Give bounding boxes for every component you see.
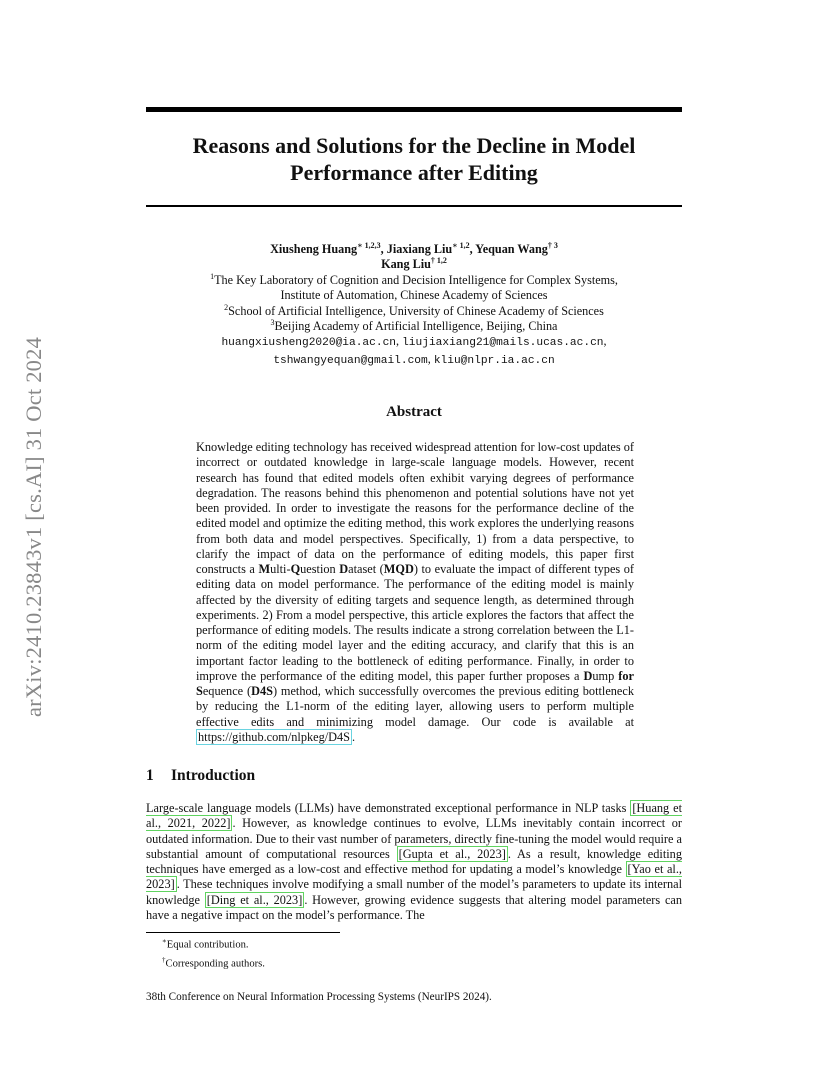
email[interactable]: huangxiusheng2020@ia.ac.cn [221,337,396,350]
abstract-text: Knowledge editing technology has received widespread attention for low-cost updates of incorrect or outdated knowledge in large-scale language models. However, recent research has found that edited models often exhibit varying degrees of performance degradation. The reasons behind this phenomenon and potential solutions have not yet been provided. In order to investigate the reasons for the performance decline of the edited model and optimize the editing method, this work explores the underlying reasons from both data and model perspectives. Specifically, 1) from a data perspective, to clarify the impact of data on the performance of editing models, this paper first constructs a Multi-Question Dataset (MQD) to evaluate the impact of different types of editing data on model performance. The performance of the editing model is mainly affected by the diversity of editing targets and sequence length, as determined through experiments. 2) From a model perspective, this article explores the factors that affect the performance of editing models. The results indicate a strong correlation between the L1-norm of the editing model layer and the editing accuracy, and clarify that this is an important factor leading to the bottleneck of editing performance. Finally, in order to improve the performance of the editing model, this paper further proposes a Dump for Sequence (D4S) method, which successfully overcomes the previous editing bottleneck by reducing the L1-norm of the editing layer, allowing users to perform multiple effective edits and minimizing model damage. Our code is available at https://github.com/nlpkeg/D4S . [196,440,634,744]
author-name: , Yequan Wang [469,242,548,256]
conference-note: 38th Conference on Neural Information Processing Systems (NeurIPS 2024). [146,991,492,1003]
author-marker: † 1,2 [430,256,447,266]
citation-link[interactable]: [Yao et al., 2023] [146,862,682,892]
footnote-equal-contribution: ∗Equal contribution. [162,937,249,951]
affiliation-1: $^1$The Key Laboratory of Cognition and Decision Intelligence for Complex Systems, [210,271,618,287]
section-number: 1 [146,767,154,784]
email-line-2: tshwangyequan@gmail.com, kliu@nlpr.ia.ac.cn [273,351,555,367]
affiliation-1-cont: Institute of Automation, Chinese Academy of Sciences [280,288,548,303]
footnotes [162,934,265,972]
footnote-corresponding-authors: †Corresponding authors. [162,956,265,970]
paper-title [146,132,682,186]
author-block [146,242,682,369]
citation-link[interactable]: [Huang et al., 2021, 2022] [146,801,683,831]
title-bottom-rule [146,205,682,207]
citation-link[interactable]: [Ding et al., 2023] [206,892,303,907]
author-name: Kang Liu [381,257,431,272]
author-marker: ∗ 1,2 [452,240,470,250]
section-title: Introduction [171,767,256,784]
affiliation-3: $^3$Beijing Academy of Artificial Intelligence, Beijing, China [270,317,558,334]
abstract-heading: Abstract [386,404,442,420]
code-link[interactable]: https://github.com/nlpkeg/D4S [198,729,351,744]
author-names-line-2 [146,257,682,272]
email[interactable]: tshwangyequan@gmail.com [273,354,428,367]
author-names-line-1 [146,242,682,257]
affiliation-2: $^2$School of Artificial Intelligence, University of Chinese Academy of Sciences [224,302,604,318]
author-marker: ∗ 1,2,3 [357,240,381,250]
author-name: Xiusheng Huang [270,242,358,256]
citation-link[interactable]: [Gupta et al., 2023] [398,846,506,861]
title-line-2: Performance after Editing [290,160,538,185]
author-name: , Jiaxiang Liu [380,242,453,256]
author-marker: † 3 [547,240,558,250]
email[interactable]: liujiaxiang21@mails.ucas.ac.cn [402,337,604,350]
email-line-1: huangxiusheng2020@ia.ac.cn, liujiaxiang21@mails.ucas.ac.cn, [221,334,607,350]
arxiv-identifier: arXiv:2410.23843v1 [cs.AI] 31 Oct 2024 [21,336,46,718]
title-top-rule [146,107,682,112]
title-line-1: Reasons and Solutions for the Decline in Model [192,133,636,158]
introduction-paragraph: Large-scale language models (LLMs) have demonstrated exceptional performance in NLP tasks [Huang et al., 2021, 2022] . However, as knowledge continues to evolve, LLMs inevitably contain incorrect or outdated information. Due to their vast number of parameters, directly fine-tuning the model would require a substantial amount of computational resources [Gupta et al., 2023] . As a result, knowledge editing techniques have emerged as a low-cost and effective method for updating a model’s knowledge [Yao et al., 2023] . These techniques involve modifying a small number of the model’s parameters to update its internal knowledge [Ding et al., 2023] . However, growing evidence suggests that altering model parameters can have a negative impact on the model’s performance. The [146,801,683,923]
section-heading-introduction [146,767,255,785]
email[interactable]: kliu@nlpr.ia.ac.cn [433,354,555,367]
footnote-rule [146,932,340,933]
arxiv-sidebar-stamp [14,294,54,760]
